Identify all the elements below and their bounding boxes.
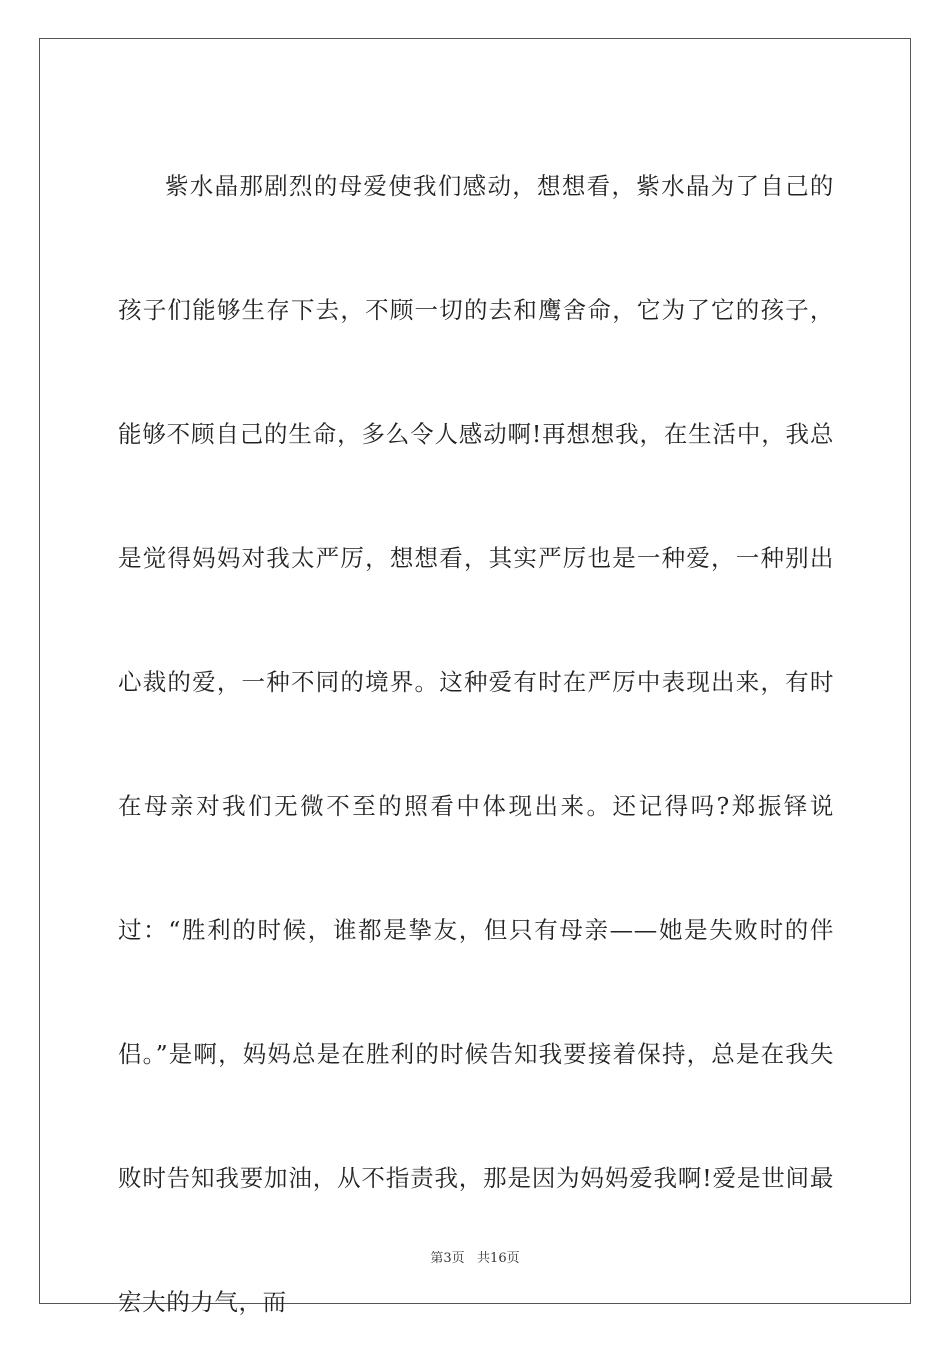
body-paragraph: 紫水晶那剧烈的母爱使我们感动，想想看，紫水晶为了自己的孩子们能够生存下去，不顾一切的去和鹰舍命，它为了它的孩子，能够不顾自己的生命，多么令人感动啊!再想想我，在生活中，我总是觉得妈妈对我太严厉，想想看，其实严厉也是一种爱，一种别出心裁的爱，一种不同的境界。这种爱有时在严厉中表现出来，有时在母亲对我们无微不至的照看中体现出来。还记得吗?郑振铎说过：“胜利的时候，谁都是挚友，但只有母亲——她是失败时的伴侣。”是啊，妈妈总是在胜利的时候告知我要接着保持，总是在我失败时告知我要加油，从不指责我，那是因为妈妈爱我啊!爱是世间最宏大的力气，而 (118, 172, 834, 1316)
page-footer: 第3页 共16页 (430, 1251, 520, 1266)
